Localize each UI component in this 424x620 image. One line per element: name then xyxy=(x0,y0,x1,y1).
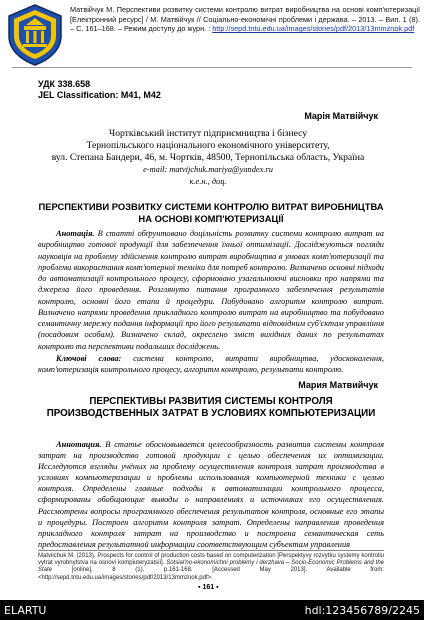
citation-text: Матвійчук М. Перспективи розвитку системи контролю витрат виробництва на основі комп'ютеризації [Електронний ресурс] / М. Матвійчук // Соціально-економічні проблеми і держава. – 2013. – Вип. 1 (8). – С. 161–168. – Режим доступу до журн. : xyxy=(70,5,420,34)
abstract-ua xyxy=(38,228,384,352)
keywords-ua-label: Ключові слова: xyxy=(56,354,122,363)
page-number-value: 161 xyxy=(202,584,215,591)
reference-text-1: Matviichuk M. (2013). Prospects for control of production costs based on computerization [Perspektyvy rozvytku systemy kontroliu vytrat vyrobnytstva na osnovi kompiuteryzatsii]. xyxy=(38,553,384,567)
page-number-right-marker: ▪ xyxy=(214,584,219,591)
handle-identifier[interactable]: hdl:123456789/2245 xyxy=(304,604,420,617)
page-number-left-marker: ▪ xyxy=(198,584,203,591)
abstract-ua-text: В статті обґрунтовано доцільність розвитку системи контролю витрат на виробництво готової продукції для забезпечення їхньої оптимізації. Досліджуються погляди науковців на проблему здійснення контролю витрат виробництва в умовах комп'ютеризації та проблеми використання комп'ютерної техніки для потреб контролю. Визначено основні підходи до автоматизації контрольного процесу, сформовано узагальнюючі висновки про напрями та джерела його проведення. Розглянуто питання програмного забезпечення результатів контролю, основні його етапи й процедури. Побудовано алгоритм контролю витрат. Визначено напрями проведення прикладного контролю витрат на виробництво та побудовано семантичну мережу подання інформації про його результати відповідним суб'єктам управління (посадовим особам). Визначено склад, окреслено зміст вихідних даних по результатах контролю та перспективи подальших досліджень. xyxy=(38,229,384,351)
abstract-ru-label: Аннотация. xyxy=(56,440,102,449)
reference-journal: Sotsial'no-ekonomichni problemy i derzhava – Socio-Economic Problems and the State xyxy=(38,560,384,574)
citation-header xyxy=(70,5,420,34)
author-email[interactable]: e-mail: matvijchuk.mariya@yandex.ru xyxy=(143,165,273,174)
jel-code: JEL Classification: M41, M42 xyxy=(38,90,161,100)
affiliation-line-1: Чортківський інститут підприємництва і бізнесу xyxy=(108,128,308,139)
reference-divider xyxy=(38,550,384,551)
repository-name: ELARTU xyxy=(4,604,47,617)
citation-link[interactable]: http://sepd.tntu.edu.ua/images/stories/pdf/2013/13mmznok.pdf xyxy=(212,24,415,34)
abstract-ru-text: В статье обосновывается целесообразность развития системы контроля затрат на производство готовой продукции с целью обеспечения их оптимизации. Исследуются взгляды учёных на проблему осуществления контроля затрат производства в условиях компьютеризации и проблемы использования компьютерной техники с целью контроля. Определены главные подходы к автоматизации контрольного процесса, сформированы обобщающие выводы о направлениях и источниках его осуществления. Рассмотрены вопросы программного обеспечения результатов контроля, основные его этапы и процедуры. Построен алгоритм контроля затрат. Определены направления проведения прикладного контроля затрат на производство и построена семантическая сеть предоставления результатной информации соответствующим субъектам управления xyxy=(38,440,384,549)
page-header xyxy=(6,4,418,70)
keywords-ua-text: система контролю, витрати виробництва, удосконалення, комп'ютеризація контрольного процесу, алгоритм контролю, результати контролю. xyxy=(38,354,385,374)
author-rank: к.е.н., доц. xyxy=(189,177,227,186)
author-name-ua: Марія Матвійчук xyxy=(304,111,378,121)
article-title-ru: ПЕРСПЕКТИВЫ РАЗВИТИЯ СИСТЕМЫ КОНТРОЛЯ ПРОИЗВОДСТВЕННЫХ ЗАТРАТ В УСЛОВИЯХ КОМПЬЮТЕРИЗАЦИИ xyxy=(46,396,376,419)
header-divider xyxy=(12,67,412,68)
english-reference xyxy=(38,553,384,582)
reference-text-2: [online], 8 (1), p.161-168. [Accessed May 2013]. Available from: <http://sepd.tntu.edu.ua/images/stories/pdf/2013/13mmznok.pdf>. xyxy=(38,567,385,581)
udk-code: УДК 338.658 xyxy=(38,79,91,89)
abstract-ru xyxy=(38,439,384,549)
viewer-footer-bar xyxy=(0,600,424,620)
classification-block xyxy=(38,79,161,101)
keywords-ua xyxy=(38,353,384,375)
author-name-ru: Мария Матвийчук xyxy=(298,380,378,390)
affiliation-line-2: Тернопільського національного економічного університету, xyxy=(86,140,330,151)
affiliation-block xyxy=(38,128,378,188)
university-crest-icon xyxy=(6,4,64,66)
abstract-ua-label: Анотація. xyxy=(56,229,95,238)
page-number xyxy=(198,584,219,591)
article-title-ua: ПЕРСПЕКТИВИ РОЗВИТКУ СИСТЕМИ КОНТРОЛЮ ВИТРАТ ВИРОБНИЦТВА НА ОСНОВІ КОМП'ЮТЕРИЗАЦІЇ xyxy=(38,201,384,224)
affiliation-line-3: вул. Степана Бандери, 46, м. Чортків, 48500, Тернопільська область, Україна xyxy=(51,152,365,163)
